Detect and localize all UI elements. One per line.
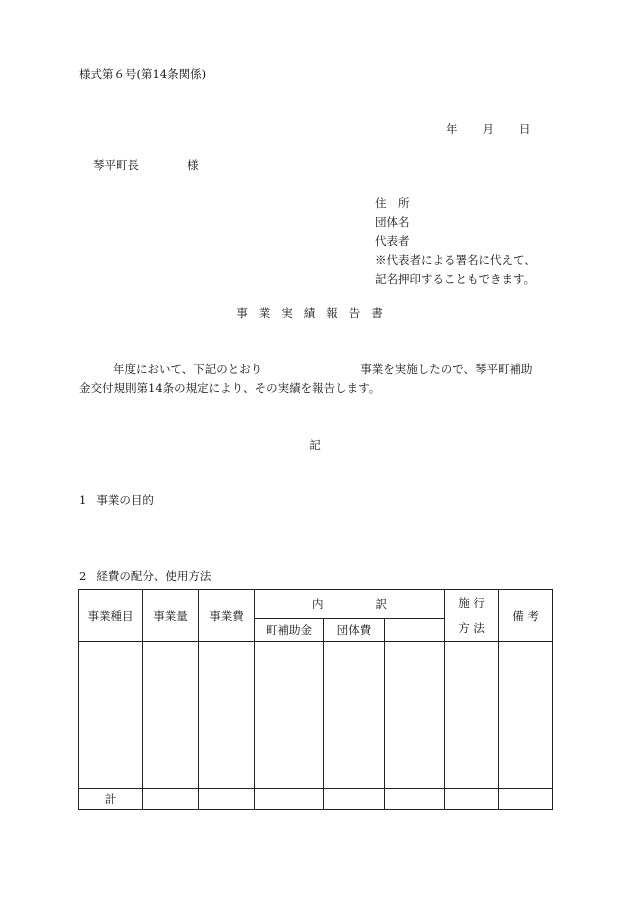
date-month: 月: [482, 122, 494, 136]
header-method: [445, 590, 499, 642]
cell-blank[interactable]: [385, 642, 445, 789]
sender-note-line2: 記名押印することもできます。: [375, 272, 536, 286]
body-line1-part1: 年度において、下記のとおり: [113, 362, 263, 376]
cell-type[interactable]: [79, 642, 143, 789]
cell-quantity[interactable]: [143, 642, 199, 789]
section1-number: 1: [79, 493, 87, 507]
sender-block: [375, 198, 536, 293]
body-line1-part2: 事業を実施したので、琴平町補助: [360, 362, 533, 376]
section2-heading: [79, 571, 211, 583]
total-town-subsidy[interactable]: [255, 789, 324, 810]
header-quantity: 事業量: [143, 590, 199, 642]
cell-remarks[interactable]: [499, 642, 553, 789]
total-label: 計: [79, 789, 143, 810]
header-method-top: 施 行: [458, 596, 485, 610]
header-type: 事業種目: [79, 590, 143, 642]
document-title: 事業実績報告書: [236, 306, 394, 320]
sender-address-label: 住 所: [375, 196, 410, 210]
section2-title: 経費の配分、使用方法: [96, 569, 212, 583]
addressee: [93, 160, 199, 172]
body-paragraph: [79, 364, 554, 402]
section1-title: 事業の目的: [96, 493, 154, 507]
cell-org-cost[interactable]: [324, 642, 385, 789]
date-year: 年: [446, 122, 458, 136]
header-cost: 事業費: [199, 590, 255, 642]
form-number: 様式第６号(第14条関係): [79, 67, 207, 81]
header-remarks: 備 考: [499, 590, 553, 642]
header-blank: [385, 619, 445, 642]
header-breakdown: [255, 590, 445, 619]
header-method-bottom: 方 法: [458, 621, 485, 635]
cell-method[interactable]: [445, 642, 499, 789]
sender-note-line1: ※代表者による署名に代えて、: [375, 253, 536, 267]
header-org-cost: 団体費: [324, 619, 385, 642]
total-cost[interactable]: [199, 789, 255, 810]
date-day: 日: [519, 122, 531, 136]
cell-town-subsidy[interactable]: [255, 642, 324, 789]
expense-table: [78, 589, 553, 810]
body-line2: 金交付規則第14条の規定により、その実績を報告します。: [79, 381, 381, 395]
total-blank[interactable]: [385, 789, 445, 810]
sender-representative-label: 代表者: [375, 234, 410, 248]
ki-heading: 記: [309, 438, 321, 452]
section2-number: 2: [79, 569, 87, 583]
sender-organization-label: 団体名: [375, 215, 410, 229]
section1-heading: [79, 495, 154, 507]
header-town-subsidy: 町補助金: [255, 619, 324, 642]
cell-cost[interactable]: [199, 642, 255, 789]
total-quantity[interactable]: [143, 789, 199, 810]
addressee-honorific: 様: [187, 158, 199, 172]
addressee-name: 琴平町長: [93, 158, 139, 172]
header-breakdown-label: 内訳: [312, 597, 439, 611]
total-remarks[interactable]: [499, 789, 553, 810]
total-org-cost[interactable]: [324, 789, 385, 810]
date-line: [446, 124, 531, 136]
total-method[interactable]: [445, 789, 499, 810]
